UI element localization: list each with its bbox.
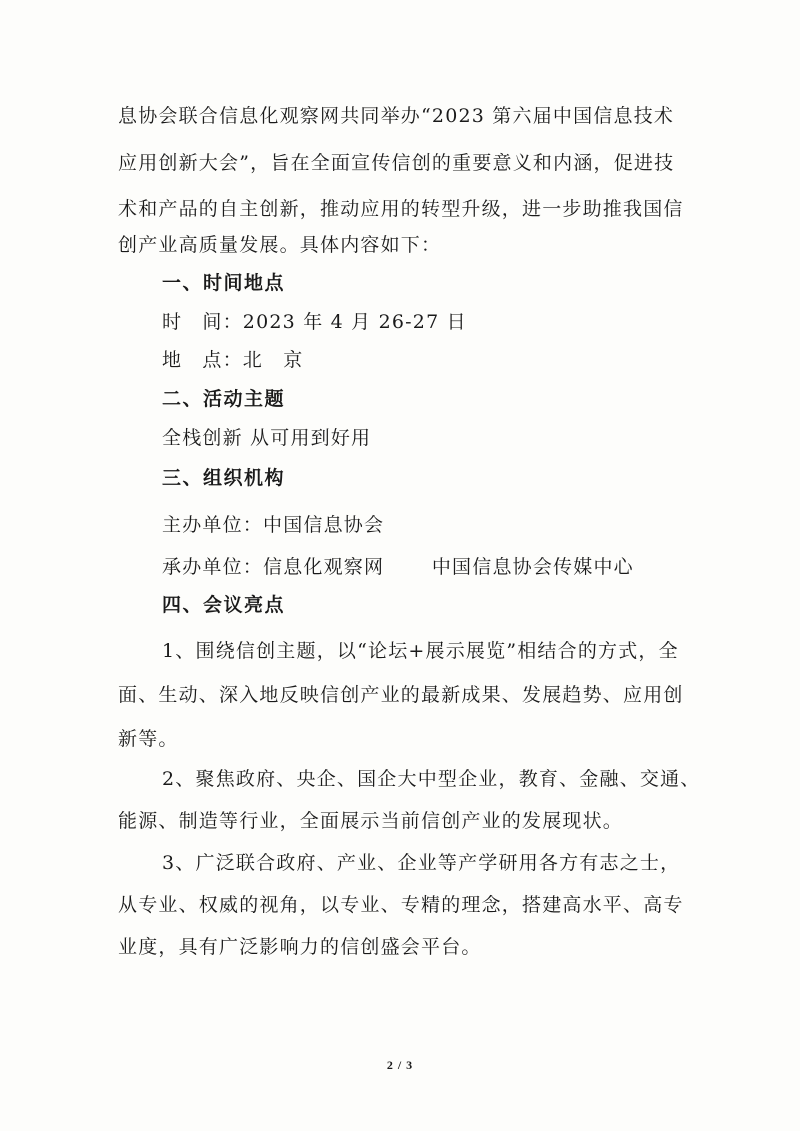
highlight-3-line-1: 3、广泛联合政府、产业、企业等产学研用各方有志之士，: [162, 852, 681, 874]
page-number: 2 / 3: [386, 1058, 414, 1072]
highlight-3-line-3: 业度，具有广泛影响力的信创盛会平台。: [118, 936, 482, 958]
intro-line-3: 术和产品的自主创新，推动应用的转型升级，进一步助推我国信: [118, 198, 684, 220]
place-line: 地 点：北 京: [162, 349, 304, 371]
time-line: 时 间：2023 年 4 月 26-27 日: [162, 311, 467, 333]
highlight-3-line-2: 从专业、权威的视角，以专业、专精的理念，搭建高水平、高专: [118, 894, 684, 916]
organizer-line: 承办单位：信息化观察网 中国信息协会传媒中心: [162, 556, 634, 578]
section-heading-highlights: 四、会议亮点: [162, 594, 286, 616]
highlight-1-line-3: 新等。: [118, 728, 179, 750]
highlight-1-line-2: 面、生动、深入地反映信创产业的最新成果、发展趋势、应用创: [118, 684, 684, 706]
intro-line-4: 创产业高质量发展。具体内容如下：: [118, 234, 442, 256]
section-heading-organization: 三、组织机构: [162, 467, 286, 489]
theme-line: 全栈创新 从可用到好用: [162, 427, 372, 449]
section-heading-time-place: 一、时间地点: [162, 272, 286, 294]
highlight-2-line-1: 2、聚焦政府、央企、国企大中型企业，教育、金融、交通、: [162, 768, 701, 790]
intro-line-1: 息协会联合信息化观察网共同举办“2023 第六届中国信息技术: [118, 105, 675, 127]
section-heading-theme: 二、活动主题: [162, 388, 286, 410]
intro-line-2: 应用创新大会”，旨在全面宣传信创的重要意义和内涵，促进技: [118, 152, 675, 174]
highlight-2-line-2: 能源、制造等行业，全面展示当前信创产业的发展现状。: [118, 810, 624, 832]
highlight-1-line-1: 1、围绕信创主题，以“论坛+展示展览”相结合的方式，全: [162, 640, 679, 662]
host-line: 主办单位：中国信息协会: [162, 514, 385, 536]
